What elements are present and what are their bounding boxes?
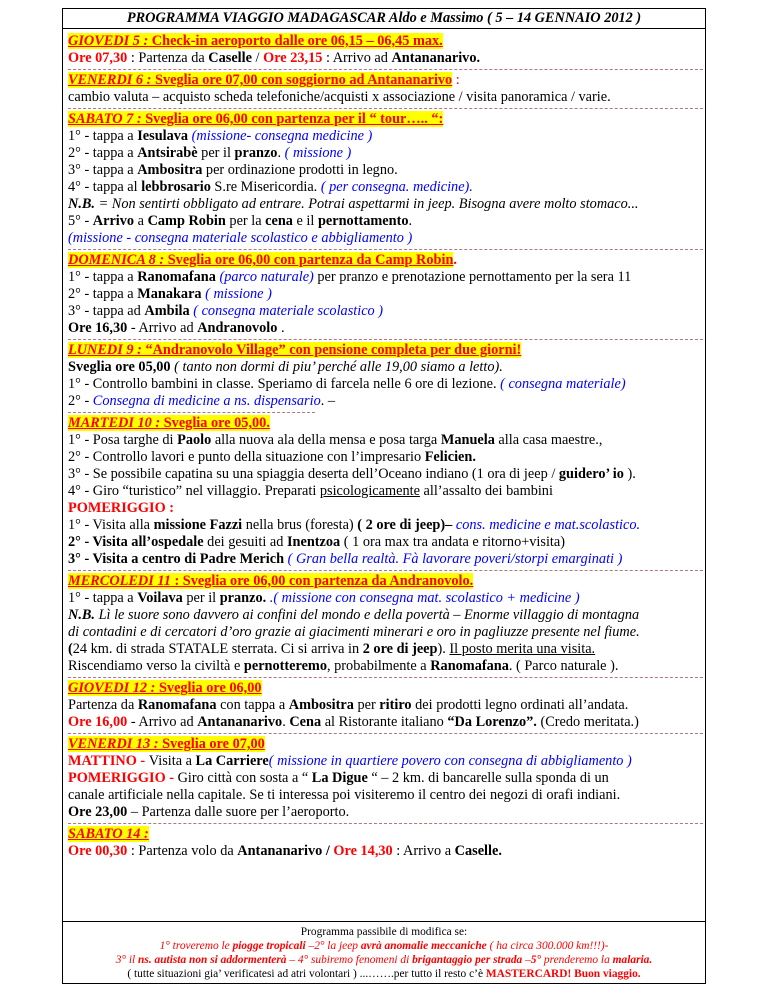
line: canale artificiale nella capitale. Se ti interessa poi visiteremo il centro dei negozi di orafi indiani. — [68, 787, 621, 803]
line: di contadini e di cercatori d’oro grazie ai giacimenti minerari e oro in pagliuzze presente nel fiume. — [68, 624, 640, 640]
day-sabato-7 — [63, 111, 705, 247]
line: 5° - Arrivo a Camp Robin per la cena e il pernottamento. — [68, 213, 413, 229]
line: 2° - tappa a Manakara ( missione ) — [68, 286, 272, 302]
line: 3° - tappa ad Ambila ( consegna materiale scolastico ) — [68, 303, 384, 319]
page-title: PROGRAMMA VIAGGIO MADAGASCAR Aldo e Massimo ( 5 – 14 GENNAIO 2012 ) — [63, 9, 705, 29]
day-label: SABATO 7 : Sveglia ore 06,00 con partenza per il “ tour….. “: — [68, 111, 444, 127]
footer-line: ( tutte situazioni gia’ verificatesi ad atri volontari ) ...…….per tutto il resto c’è MASTERCARD! Buon viaggio. — [127, 968, 641, 980]
footer-line: Programma passibile di modifica se: — [300, 926, 468, 938]
line: Ore 00,30 : Partenza volo da Antananarivo / Ore 14,30 : Arrivo a Caselle. — [68, 843, 502, 859]
line: cambio valuta – acquisto scheda telefoniche/acquisti x associazione / visita panoramica / varie. — [68, 89, 611, 105]
line: Ore 16,30 - Arrivo ad Andranovolo . — [68, 320, 285, 336]
line: POMERIGGIO : — [68, 500, 175, 516]
divider — [68, 677, 703, 678]
day-mercoledi-11 — [63, 573, 705, 675]
line: Ore 16,00 - Arrivo ad Antananarivo. Cena al Ristorante italiano “Da Lorenzo”. (Credo meritata.) — [68, 714, 639, 730]
footer-line: 3° il ns. autista non si addormenterà – 4° subiremo fenomeni di brigantaggio per strada –5° prenderemo la malaria. — [115, 954, 653, 966]
day-label: MERCOLEDI 11 : Sveglia ore 06,00 con partenza da Andranovolo. — [68, 573, 474, 589]
line: 4° - tappa al lebbrosario S.re Misericordia. ( per consegna. medicine). — [68, 179, 473, 195]
day-label: SABATO 14 : — [68, 826, 149, 842]
divider — [68, 69, 703, 70]
line: MATTINO - Visita a La Carriere( missione in quartiere povero con consegna di abbigliamento ) — [68, 753, 632, 769]
line: 1° - Visita alla missione Fazzi nella brus (foresta) ( 2 ore di jeep)– cons. medicine e mat.scolastico. — [68, 517, 641, 533]
day-label: VENERDI 6 : Sveglia ore 07,00 con soggiorno ad Antananarivo — [68, 72, 453, 88]
line: 1° - Posa targhe di Paolo alla nuova ala della mensa e posa targa Manuela alla casa maestre., — [68, 432, 603, 448]
line: (24 km. di strada STATALE sterrata. Ci si arriva in 2 ore di jeep). Il posto merita una visita. — [68, 641, 596, 657]
line: 1° - tappa a Voilava per il pranzo. .( missione con consegna mat. scolastico + medicine ) — [68, 590, 580, 606]
line: 1° - tappa a Iesulava (missione- consegna medicine ) — [68, 128, 373, 144]
divider — [68, 249, 703, 250]
divider — [68, 412, 315, 413]
day-giovedi-5 — [63, 33, 705, 67]
line: 1° - tappa a Ranomafana (parco naturale) per pranzo e prenotazione pernottamento per la sera 11 — [68, 269, 632, 285]
line: 2° - tappa a Antsirabè per il pranzo. ( missione ) — [68, 145, 352, 161]
line: 2° - Visita all’ospedale dei gesuiti ad Inentzoa ( 1 ora max tra andata e ritorno+visita) — [68, 534, 566, 550]
day-venerdi-6: VENERDI 6 : Sveglia ore 07,00 con soggiorno ad Antananarivo : cambio valuta – acquisto scheda telefoniche/acquisti x associazione / visita panoramica / varie. — [63, 72, 705, 106]
day-label: GIOVEDI 12 : Sveglia ore 06,00 — [68, 680, 262, 696]
line: Sveglia ore 05,00 ( tanto non dormi di piu’ perché alle 19,00 siamo a letto). — [68, 359, 503, 375]
line: Ore 23,00 – Partenza dalle suore per l’aeroporto. — [68, 804, 350, 820]
line: Riscendiamo verso la civiltà e pernotteremo, probabilmente a Ranomafana. ( Parco naturale ). — [68, 658, 619, 674]
day-label: VENERDI 13 : Sveglia ore 07,00 — [68, 736, 265, 752]
day-sabato-14 — [63, 826, 705, 860]
line: 4° - Giro “turistico” nel villaggio. Preparati psicologicamente all’assalto dei bambini — [68, 483, 553, 499]
divider — [68, 570, 703, 571]
line: 3° - Visita a centro di Padre Merich ( Gran bella realtà. Fà lavorare poveri/storpi emarginati ) — [68, 551, 623, 567]
line: N.B. = Non sentirti obbligato ad entrare. Potrai aspettarmi in jeep. Bisogna avere molto stomaco... — [68, 196, 639, 212]
day-domenica-8: DOMENICA 8 : Sveglia ore 06,00 con partenza da Camp Robin. 1° - tappa a Ranomafana (parco naturale) per pranzo e prenotazione pernottamento per la sera 11 2° - tappa a Manakara ( missione ) 3° - tappa ad Ambila ( consegna materiale scolastico ) Ore 16,30 - Arrivo ad Andranovolo . — [63, 252, 705, 337]
line: 3° - Se possibile capatina su una spiaggia deserta dell’Oceano indiano (1 ora di jeep / guidero’ io ). — [68, 466, 636, 482]
line: (missione - consegna materiale scolastico e abbigliamento ) — [68, 230, 413, 246]
divider — [68, 823, 703, 824]
day-martedi-10 — [63, 415, 705, 568]
program-page — [62, 8, 706, 984]
day-label: MARTEDI 10 : Sveglia ore 05,00. — [68, 415, 270, 431]
line: N.B. Lì le suore sono davvero ai confini del mondo e della povertà – Enorme villaggio di montagna — [68, 607, 640, 623]
day-giovedi-12 — [63, 680, 705, 731]
line: 2° - Controllo lavori e punto della situazione con l’impresario Felicien. — [68, 449, 476, 465]
line: Partenza da Ranomafana con tappa a Ambositra per ritiro dei prodotti legno ordinati all’andata. — [68, 697, 629, 713]
day-label: DOMENICA 8 : Sveglia ore 06,00 con partenza da Camp Robin — [68, 252, 454, 268]
line: 1° - Controllo bambini in classe. Speriamo di farcela nelle 6 ore di lezione. ( consegna materiale) — [68, 376, 626, 392]
line: 2° - Consegna di medicine a ns. dispensario. – — [68, 393, 336, 409]
divider — [68, 339, 703, 340]
line: 3° - tappa a Ambositra per ordinazione prodotti in legno. — [68, 162, 398, 178]
line: Ore 07,30 : Partenza da Caselle / Ore 23,15 : Arrivo ad Antananarivo. — [68, 50, 481, 66]
footer-note — [63, 921, 705, 983]
day-lunedi-9 — [63, 342, 705, 410]
day-label: GIOVEDI 5 : Check-in aeroporto dalle ore 06,15 – 06,45 max. — [68, 33, 443, 49]
divider — [68, 108, 703, 109]
footer-line: 1° troveremo le piogge tropicali –2° la jeep avrà anomalie meccaniche ( ha circa 300.000 km!!!)- — [159, 940, 609, 952]
line: POMERIGGIO - Giro città con sosta a “ La Digue “ – 2 km. di bancarelle sulla sponda di un — [68, 770, 609, 786]
divider — [68, 733, 703, 734]
day-venerdi-13 — [63, 736, 705, 821]
day-label: LUNEDI 9 : “Andranovolo Village” con pensione completa per due giorni! — [68, 342, 522, 358]
